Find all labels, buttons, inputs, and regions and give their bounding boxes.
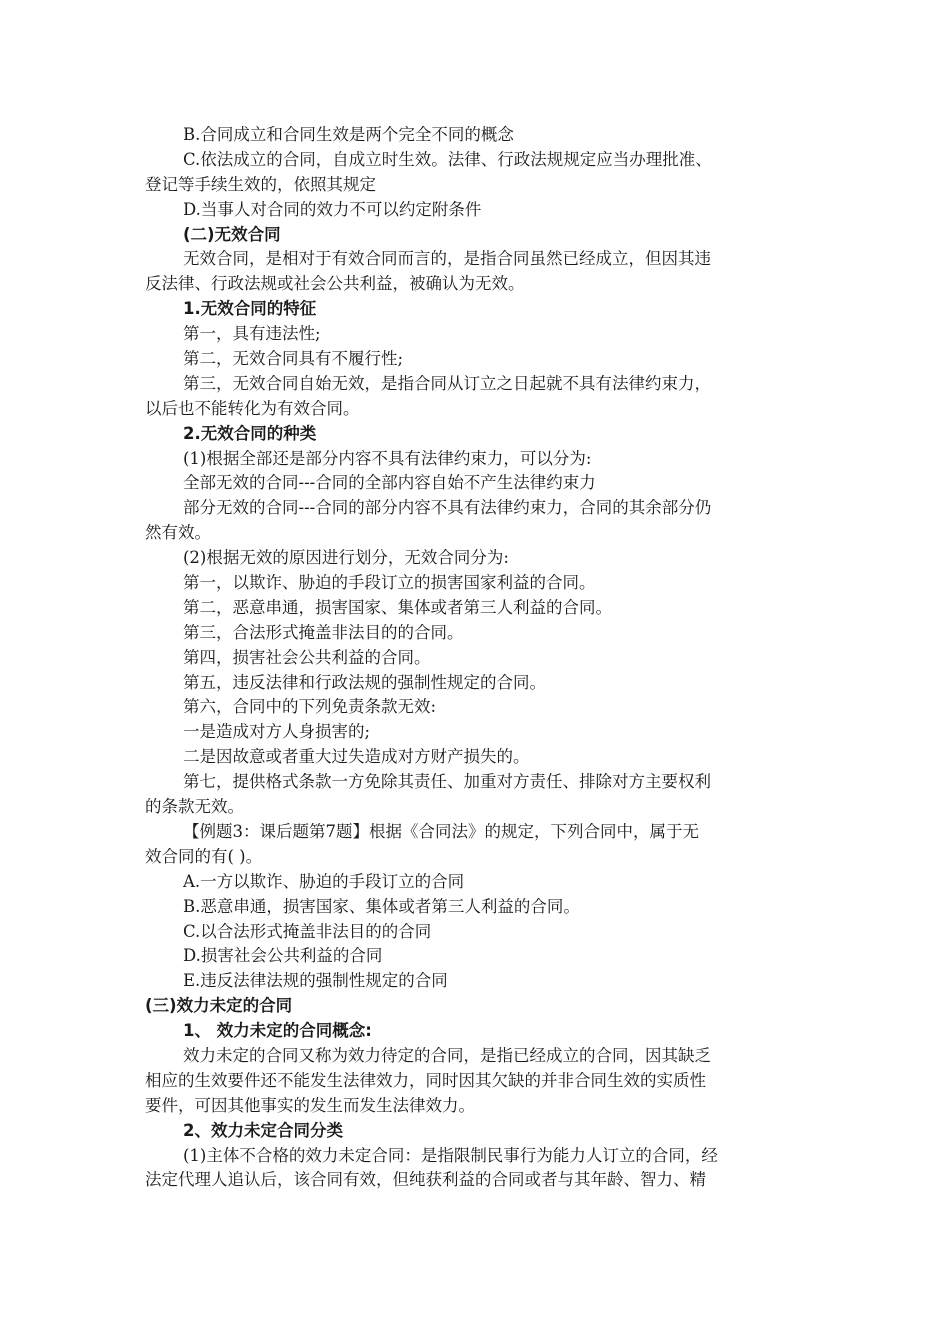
- section-heading: (二)无效合同: [183, 224, 281, 244]
- text-line: 效力未定的合同又称为效力待定的合同，是指已经成立的合同，因其缺乏: [183, 1045, 711, 1065]
- text-line: 第一，具有违法性;: [183, 324, 321, 344]
- text-line: 第七，提供格式条款一方免除其责任、加重对方责任、排除对方主要权利: [183, 772, 711, 792]
- text-line: D.损害社会公共利益的合同: [183, 946, 383, 966]
- text-line: 【例题3：课后题第7题】根据《合同法》的规定，下列合同中，属于无: [183, 821, 699, 841]
- text-line: 效合同的有( )。: [145, 846, 263, 866]
- text-line: 第四，损害社会公共利益的合同。: [183, 647, 431, 667]
- text-line: 登记等手续生效的，依照其规定: [145, 174, 376, 194]
- text-line: 反法律、行政法规或社会公共利益，被确认为无效。: [145, 274, 525, 294]
- text-line: E.违反法律法规的强制性规定的合同: [183, 971, 448, 991]
- text-line: 第一，以欺诈、胁迫的手段订立的损害国家利益的合同。: [183, 573, 596, 593]
- section-heading: 2.无效合同的种类: [183, 423, 317, 443]
- section-heading: (三)效力未定的合同: [145, 996, 293, 1016]
- text-line: (1)主体不合格的效力未定合同：是指限制民事行为能力人订立的合同，经: [183, 1145, 718, 1165]
- text-line: 相应的生效要件还不能发生法律效力，同时因其欠缺的并非合同生效的实质性: [145, 1070, 706, 1090]
- text-line: 二是因故意或者重大过失造成对方财产损失的。: [183, 747, 530, 767]
- text-line: 无效合同，是相对于有效合同而言的，是指合同虽然已经成立，但因其违: [183, 249, 711, 269]
- text-line: 第三，合法形式掩盖非法目的的合同。: [183, 622, 464, 642]
- text-line: 第二，恶意串通，损害国家、集体或者第三人利益的合同。: [183, 597, 612, 617]
- text-line: B.恶意串通，损害国家、集体或者第三人利益的合同。: [183, 896, 580, 916]
- text-line: 要件，可因其他事实的发生而发生法律效力。: [145, 1095, 475, 1115]
- text-line: 第六，合同中的下列免责条款无效:: [183, 697, 437, 717]
- section-heading: 1、 效力未定的合同概念:: [183, 1021, 372, 1041]
- section-heading: 1.无效合同的特征: [183, 299, 317, 319]
- text-line: (2)根据无效的原因进行划分，无效合同分为:: [183, 548, 509, 568]
- text-line: D.当事人对合同的效力不可以约定附条件: [183, 199, 482, 219]
- text-line: 法定代理人追认后，该合同有效，但纯获利益的合同或者与其年龄、智力、精: [145, 1170, 706, 1190]
- text-line: 然有效。: [145, 523, 211, 543]
- text-line: B.合同成立和合同生效是两个完全不同的概念: [183, 125, 514, 144]
- text-line: 全部无效的合同---合同的全部内容自始不产生法律约束力: [183, 473, 596, 493]
- text-line: 部分无效的合同---合同的部分内容不具有法律约束力，合同的其余部分仍: [183, 498, 712, 518]
- text-line: 第五，违反法律和行政法规的强制性规定的合同。: [183, 672, 546, 692]
- text-line: 以后也不能转化为有效合同。: [145, 398, 360, 418]
- text-line: (1)根据全部还是部分内容不具有法律约束力，可以分为:: [183, 448, 592, 468]
- text-line: A.一方以欺诈、胁迫的手段订立的合同: [183, 871, 465, 891]
- text-line: 的条款无效。: [145, 797, 244, 817]
- text-line: 第二，无效合同具有不履行性;: [183, 349, 404, 369]
- text-line: 一是造成对方人身损害的;: [183, 722, 371, 742]
- section-heading: 2、效力未定合同分类: [183, 1120, 343, 1140]
- document-page: [145, 123, 810, 1193]
- text-line: C.依法成立的合同，自成立时生效。法律、行政法规规定应当办理批准、: [183, 149, 712, 169]
- text-line: 第三，无效合同自始无效，是指合同从订立之日起就不具有法律约束力，: [183, 373, 711, 393]
- text-line: C.以合法形式掩盖非法目的的合同: [183, 921, 432, 941]
